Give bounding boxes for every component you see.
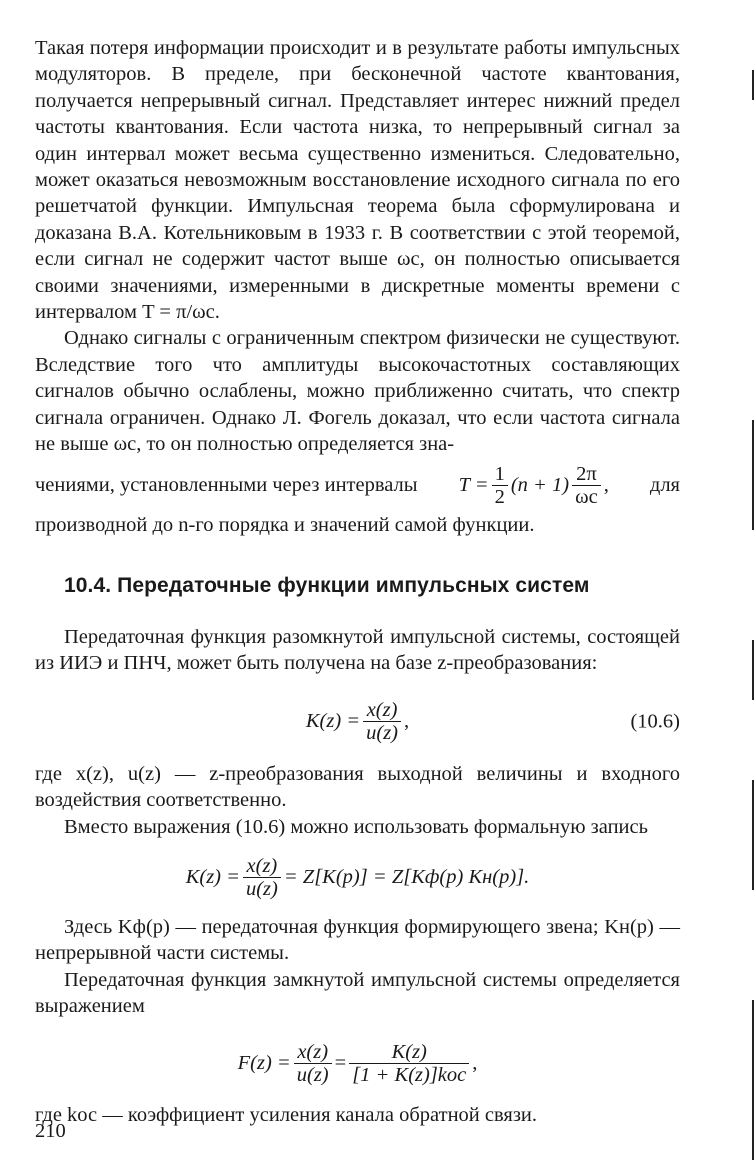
equation-number: (10.6): [630, 710, 680, 733]
half-fraction: [492, 463, 508, 508]
fraction-denominator: 2: [492, 485, 508, 508]
paragraph-2-tail: производной до n-го порядка и значений самой функции.: [35, 513, 535, 536]
eq3-fraction-2: [349, 1041, 469, 1086]
eq3-fraction-1: [294, 1041, 332, 1086]
scan-edge-mark: [752, 420, 754, 530]
paragraph-2: Однако сигналы с ограниченным спектром физически не существуют. Вследствие того что амплитуды высокочастотных составляющих сигналов обычно ослаблены, можно приближенно считать, что спектр сигнала ограничен. Однако Л. Фогель доказал, что если частота сигнала не выше ωс, то он полностью определяется зна-: [35, 327, 680, 456]
interval-text: чениями, установленными через интервалы: [35, 474, 418, 496]
page-body: [35, 35, 680, 1128]
twopi-fraction: [572, 463, 601, 508]
interval-formula: [459, 463, 609, 508]
paragraph-4: где x(z), u(z) — z-преобразования выходной величины и входного воздействия соответственно.: [35, 762, 680, 812]
paragraph-1: Такая потеря информации происходит и в результате работы импульсных модуляторов. В пределе, при бесконечной частоте квантования, получается непрерывный сигнал. Представляет интерес нижний предел частоты квантования. Если частота низка, то непрерывный сигнал за один интервал может весьма существенно измениться. Следовательно, может оказаться невозможным восстановление исходного сигнала по его решетчатой функции. Импульсная теорема была сформулирована и доказана В.А. Котельниковым в 1933 г. В соответствии с этой теоремой, если сигнал не содержит частот выше ωс, он полностью описывается своими значениями, измеренными в дискретные моменты времени с интервалом T = π/ωс.: [35, 37, 680, 324]
fraction-denominator: u(z): [243, 877, 281, 900]
section-heading: 10.4. Передаточные функции импульсных систем: [64, 573, 590, 597]
fraction-denominator: u(z): [294, 1063, 332, 1086]
fraction-numerator: x(z): [366, 699, 398, 722]
paragraph-8: где kос — коэффициент усиления канала обратной связи.: [35, 1103, 538, 1126]
paragraph-6: Здесь Kф(p) — передаточная функция формирующего звена; Kн(p) — непрерывной части системы.: [35, 915, 680, 965]
paragraph-7: Передаточная функция замкнутой импульсной системы определяется выражением: [35, 968, 680, 1018]
eq2-tail: = Z[K(p)] = Z[Kф(p) Kн(p)].: [283, 866, 530, 889]
scan-edge-mark: [752, 640, 754, 700]
eq2-lhs: K(z) =: [185, 866, 240, 889]
paragraph-3: Передаточная функция разомкнутой импульсной системы, состоящей из ИИЭ и ПНЧ, может быть получена на базе z-преобразования:: [35, 625, 680, 675]
page-number: 210: [35, 1120, 66, 1142]
eq1-fraction: [363, 699, 401, 744]
equation-formal: [35, 842, 680, 914]
fraction-numerator: 1: [494, 463, 505, 485]
formula-mid: (n + 1): [510, 474, 570, 496]
fraction-numerator: K(z): [391, 1041, 427, 1064]
eq3-tail: ,: [472, 1052, 478, 1075]
paragraph-5: Вместо выражения (10.6) можно использовать формальную запись: [64, 815, 648, 838]
interval-formula-line: [35, 460, 680, 512]
fraction-numerator: x(z): [246, 855, 278, 878]
formula-comma: ,: [603, 474, 609, 496]
eq1-tail: ,: [404, 710, 410, 733]
fraction-numerator: 2π: [576, 463, 597, 485]
equation-10-6: [35, 683, 680, 761]
equation-closed-loop: [35, 1026, 680, 1102]
eq2-fraction: [243, 855, 281, 900]
eq3-equals: =: [334, 1052, 347, 1075]
fraction-denominator: u(z): [363, 721, 401, 744]
scan-edge-mark: [752, 780, 754, 890]
formula-lhs: T =: [458, 474, 489, 496]
scan-edge-mark: [752, 70, 754, 100]
interval-for-text: для: [649, 474, 680, 496]
fraction-denominator: ωс: [572, 485, 601, 508]
eq3-lhs: F(z) =: [237, 1052, 291, 1075]
eq1-lhs: K(z) =: [305, 710, 361, 733]
fraction-numerator: x(z): [297, 1041, 329, 1064]
fraction-denominator: [1 + K(z)]kос: [349, 1063, 469, 1086]
scan-edge-mark: [752, 1000, 754, 1160]
